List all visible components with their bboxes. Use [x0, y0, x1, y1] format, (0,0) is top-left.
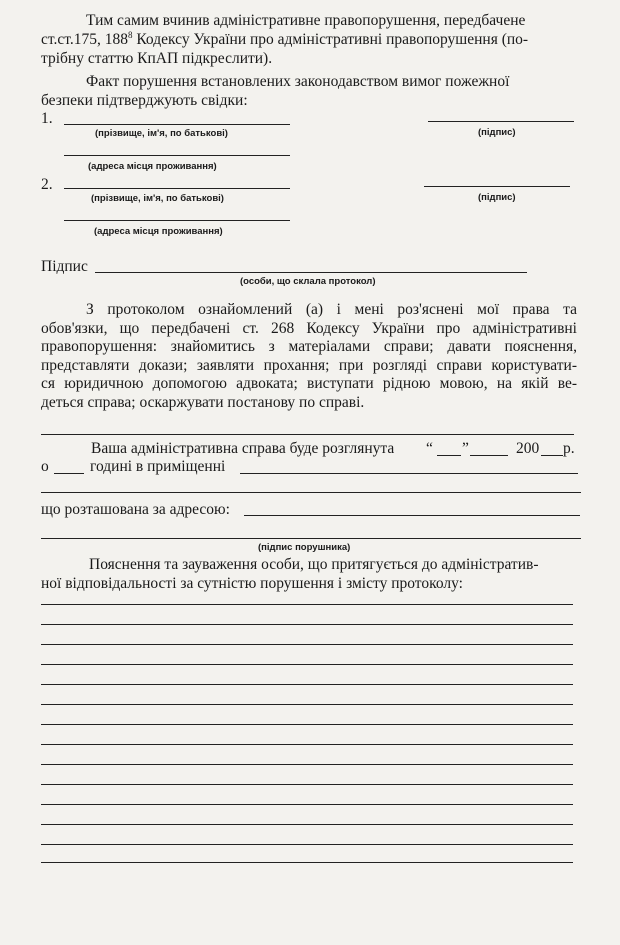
explanation-line[interactable] [41, 664, 573, 665]
rights-line-4: представляти докази; заявляти прохання; при розгляді справи користувати- [41, 356, 577, 374]
compiler-signature-field[interactable] [95, 272, 527, 273]
explanation-line[interactable] [41, 784, 573, 785]
explanation-line[interactable] [41, 604, 573, 605]
explanation-line[interactable] [41, 704, 573, 705]
witness-1-signature-hint: (підпис) [478, 127, 516, 138]
hearing-room-field-cont[interactable] [41, 492, 581, 493]
hearing-year: 200 [516, 440, 540, 457]
witness-2-signature-hint: (підпис) [478, 192, 516, 203]
hearing-month-field[interactable] [470, 455, 508, 456]
hearing-at-label: о [41, 458, 49, 475]
explanation-line[interactable] [41, 744, 573, 745]
rights-line-5: ся юридичною допомогою адвоката; виступати рідною мовою, на якій ве- [41, 375, 577, 392]
witness-1-address-field[interactable] [64, 155, 290, 156]
hearing-room-field[interactable] [240, 473, 578, 474]
witness-1-name-field[interactable] [64, 124, 290, 125]
hearing-text: Ваша адміністративна справа буде розглянута [91, 440, 395, 457]
compiler-signature-hint: (особи, що склала протокол) [240, 276, 376, 287]
rights-line-2: обов'язки, що передбачені ст. 268 Кодексу України про адміністративні [41, 319, 577, 337]
witness-1-number: 1. [41, 110, 53, 127]
hearing-open-quote: “ [426, 440, 433, 457]
witness-1-name-hint: (прізвище, ім'я, по батькові) [95, 128, 228, 139]
rights-line-1: З протоколом ознайомлений (а) і мені роз'яснені мої права та [86, 301, 577, 318]
witness-2-name-hint: (прізвище, ім'я, по батькові) [91, 193, 224, 204]
intro-line-1: Тим самим вчинив адміністративне правопорушення, передбачене [86, 12, 526, 29]
witness-2-number: 2. [41, 176, 53, 193]
intro-code: Кодексу України про адміністративні правопорушення (по- [132, 31, 529, 48]
hearing-year-field[interactable] [541, 455, 563, 456]
witness-2-address-field[interactable] [64, 220, 290, 221]
explanation-line[interactable] [41, 824, 573, 825]
explanations-line-1: Пояснення та зауваження особи, що притягується до адміністратив- [89, 556, 539, 573]
explanation-line[interactable] [41, 684, 573, 685]
hearing-hour-text: годині в приміщенні [90, 458, 226, 475]
violator-signature-hint: (підпис порушника) [258, 542, 351, 553]
hearing-close-quote: ” [462, 440, 469, 457]
witness-1-signature-field[interactable] [428, 121, 574, 122]
explanation-line[interactable] [41, 862, 573, 863]
rights-paragraph [41, 301, 577, 412]
explanation-line[interactable] [41, 644, 573, 645]
fact-line-1: Факт порушення встановлених законодавством вимог пожежної [86, 73, 510, 90]
rights-line-6: деться справа; оскаржувати постанову по справі. [41, 393, 365, 411]
rights-line-3: правопорушення: знайомитись з матеріалами справи; давати пояснення, [41, 338, 577, 355]
explanation-line[interactable] [41, 844, 573, 845]
intro-article-superscript: 8 [127, 29, 133, 40]
witness-1-address-hint: (адреса місця проживання) [88, 161, 217, 172]
hearing-address-field[interactable] [244, 515, 580, 516]
explanation-line[interactable] [41, 764, 573, 765]
compiler-signature-label: Підпис [41, 258, 88, 275]
hearing-year-suffix: р. [563, 440, 575, 457]
witness-2-name-field[interactable] [64, 188, 290, 189]
hearing-hour-field[interactable] [54, 473, 84, 474]
hearing-day-field[interactable] [437, 455, 461, 456]
hearing-address-label: що розташована за адресою: [41, 501, 230, 518]
witness-2-signature-field[interactable] [424, 186, 570, 187]
fact-line-2: безпеки підтверджують свідки: [41, 92, 248, 109]
intro-line-2 [41, 31, 528, 49]
intro-articles: ст.ст.175, 188 [41, 31, 128, 48]
witness-2-address-hint: (адреса місця проживання) [94, 226, 223, 237]
separator-line [41, 434, 574, 435]
explanations-line-2: ної відповідальності за сутністю порушення і змісту протоколу: [41, 575, 463, 592]
explanation-line[interactable] [41, 624, 573, 625]
explanation-line[interactable] [41, 724, 573, 725]
intro-line-3: трібну статтю КпАП підкреслити). [41, 50, 273, 67]
violator-signature-field[interactable] [41, 538, 581, 539]
explanation-line[interactable] [41, 804, 573, 805]
